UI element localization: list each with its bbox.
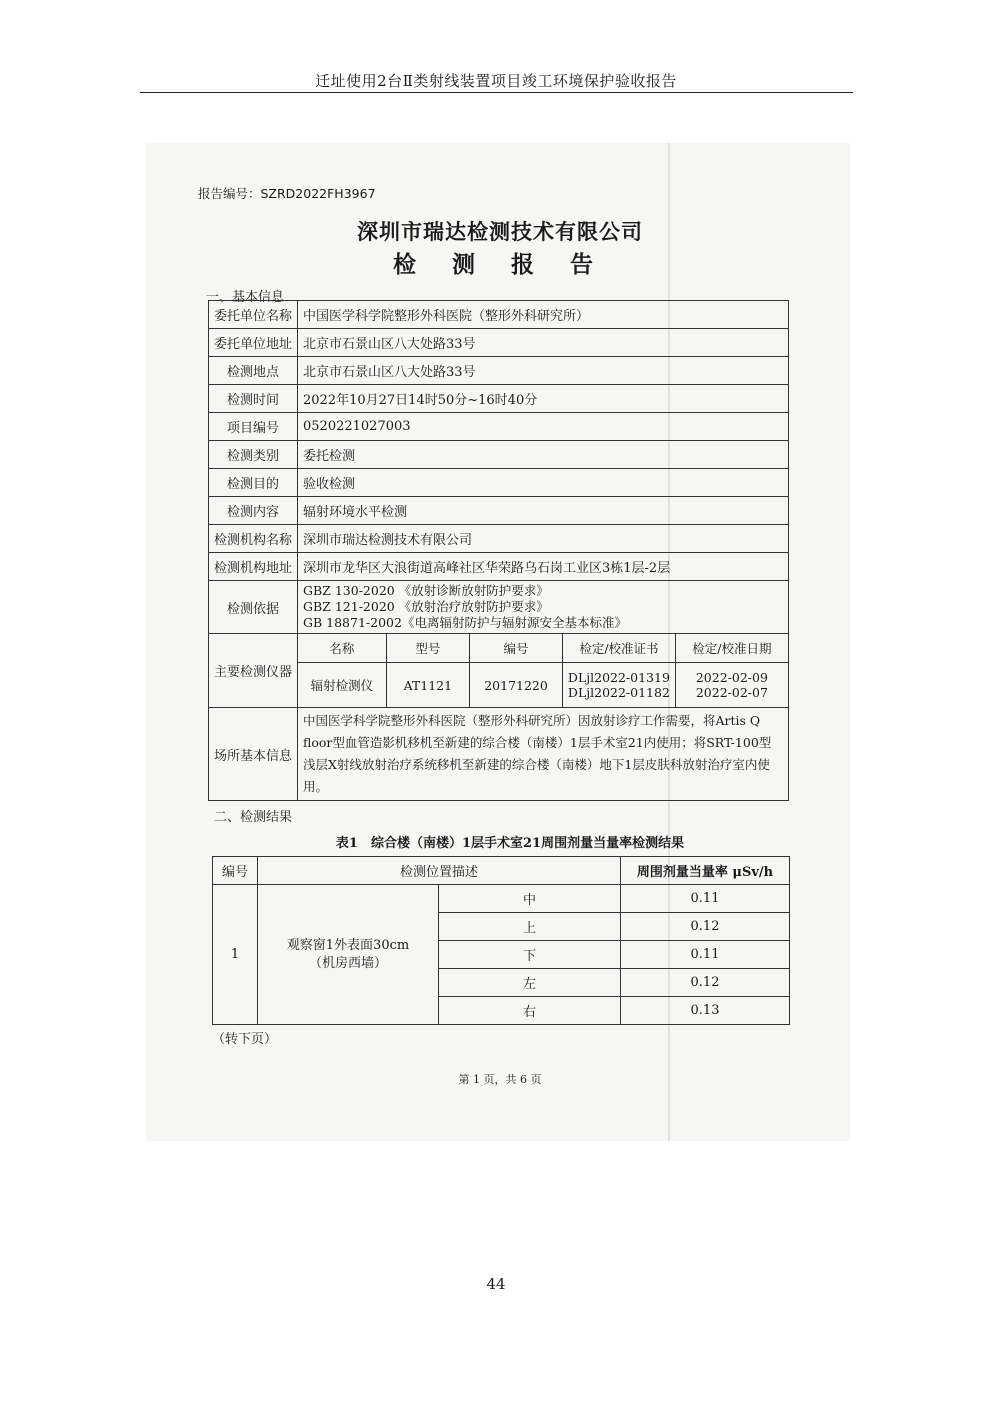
result-point-value: 0.11 [621,885,790,913]
equipment-name: 辐射检测仪 [310,678,374,693]
equipment-data-row [298,663,788,708]
results-table [212,856,790,1025]
result-location-line1: 观察窗1外表面30cm [286,937,410,953]
site-description: 中国医学科学院整形外科医院（整形外科研究所）因放射诊疗工作需要，将Artis Q floor型血管造影机移机至新建的综合楼（南楼）1层手术室21内使用；将SRT-100型浅层X射线放射治疗系统移机至新建的综合楼（南楼）地下1层皮肤科放射治疗室内使用。 [298,708,789,801]
equipment-cert-1: DLjl2022-01319 [567,670,670,685]
info-row [209,357,789,385]
section-results-title: 二、检测结果 [214,810,293,825]
info-value: 中国医学科学院整形外科医院（整形外科研究所） [298,301,789,329]
basic-info-table [208,300,789,801]
basis-label: 检测依据 [209,581,298,634]
site-row [209,708,789,801]
basis-standard-item: GBZ 121-2020 《放射治疗放射防护要求》 [303,599,549,614]
info-label: 检测类别 [209,441,298,469]
result-point-position: 下 [439,941,621,969]
info-label: 检测地点 [209,357,298,385]
info-value: 北京市石景山区八大处路33号 [298,357,789,385]
equipment-cert-2: DLjl2022-01182 [567,685,670,700]
info-row [209,329,789,357]
result-location [258,885,439,1025]
result-point-position: 左 [439,969,621,997]
info-row [209,525,789,553]
result-point-position: 右 [439,997,621,1025]
results-header-row [213,857,790,885]
equipment-certs [563,663,676,708]
result-point-value: 0.13 [621,997,790,1025]
info-row [209,441,789,469]
info-row [209,469,789,497]
equipment-date-2: 2022-02-07 [695,685,768,700]
result-point-position: 中 [439,885,621,913]
equipment-dates [675,663,788,708]
info-row [209,413,789,441]
info-row [209,553,789,581]
info-value: 委托检测 [298,441,789,469]
results-header-location: 检测位置描述 [258,857,621,885]
equipment-header-model: 型号 [386,634,469,663]
scan-page-indicator: 第 1 页，共 6 页 [458,1073,542,1086]
info-value: 0520221027003 [298,413,789,441]
equipment-model: AT1121 [386,663,469,708]
header-divider [140,92,853,93]
info-label: 检测内容 [209,497,298,525]
info-value: 北京市石景山区八大处路33号 [298,329,789,357]
equipment-cell [298,634,789,708]
info-value: 验收检测 [298,469,789,497]
info-label: 检测机构名称 [209,525,298,553]
basis-standard-item: GB 18871-2002《电离辐射防护与辐射源安全基本标准》 [303,615,627,630]
info-row [209,497,789,525]
result-point-value: 0.12 [621,969,790,997]
result-point-position: 上 [439,913,621,941]
section-basic-info-title: 一、基本信息 [206,290,285,305]
equipment-header-date: 检定/校准日期 [675,634,788,663]
info-label: 检测目的 [209,469,298,497]
continued-note: （转下页） [212,1032,278,1047]
info-label: 检测时间 [209,385,298,413]
info-value: 辐射环境水平检测 [298,497,789,525]
equipment-date-1: 2022-02-09 [695,670,768,685]
info-label: 检测机构地址 [209,553,298,581]
equipment-header-cert: 检定/校准证书 [563,634,676,663]
page-number: 44 [486,1275,506,1293]
equipment-header-serial: 编号 [469,634,562,663]
document-title: 检 测 报 告 [392,251,608,278]
table-row [213,885,790,913]
info-label: 委托单位地址 [209,329,298,357]
equipment-row [209,634,789,708]
info-value: 2022年10月27日14时50分~16时40分 [298,385,789,413]
results-header-no: 编号 [213,857,258,885]
equipment-serial: 20171220 [469,663,562,708]
result-point-value: 0.12 [621,913,790,941]
basis-row [209,581,789,634]
info-label: 委托单位名称 [209,301,298,329]
company-name: 深圳市瑞达检测技术有限公司 [357,219,643,244]
result-location-line2: （机房西墙） [308,955,387,971]
result-item-no: 1 [213,885,258,1025]
table-caption: 表1 综合楼（南楼）1层手术室21周围剂量当量率检测结果 [335,836,685,851]
basis-standards [298,581,789,634]
report-number: 报告编号：SZRD2022FH3967 [198,186,376,201]
info-row [209,301,789,329]
equipment-label: 主要检测仪器 [209,634,298,708]
info-label: 项目编号 [209,413,298,441]
site-label: 场所基本信息 [209,708,298,801]
equipment-header-name: 名称 [298,634,386,663]
info-value: 深圳市龙华区大浪街道高峰社区华荣路乌石岗工业区3栋1层-2层 [298,553,789,581]
results-header-rate: 周围剂量当量率 μSv/h [621,857,790,885]
basis-standard-item: GBZ 130-2020 《放射诊断放射防护要求》 [303,583,549,598]
info-row [209,385,789,413]
equipment-table [298,634,788,707]
info-value: 深圳市瑞达检测技术有限公司 [298,525,789,553]
running-header: 迁址使用2台Ⅱ类射线装置项目竣工环境保护验收报告 [315,72,677,90]
result-point-value: 0.11 [621,941,790,969]
equipment-header-row [298,634,788,663]
